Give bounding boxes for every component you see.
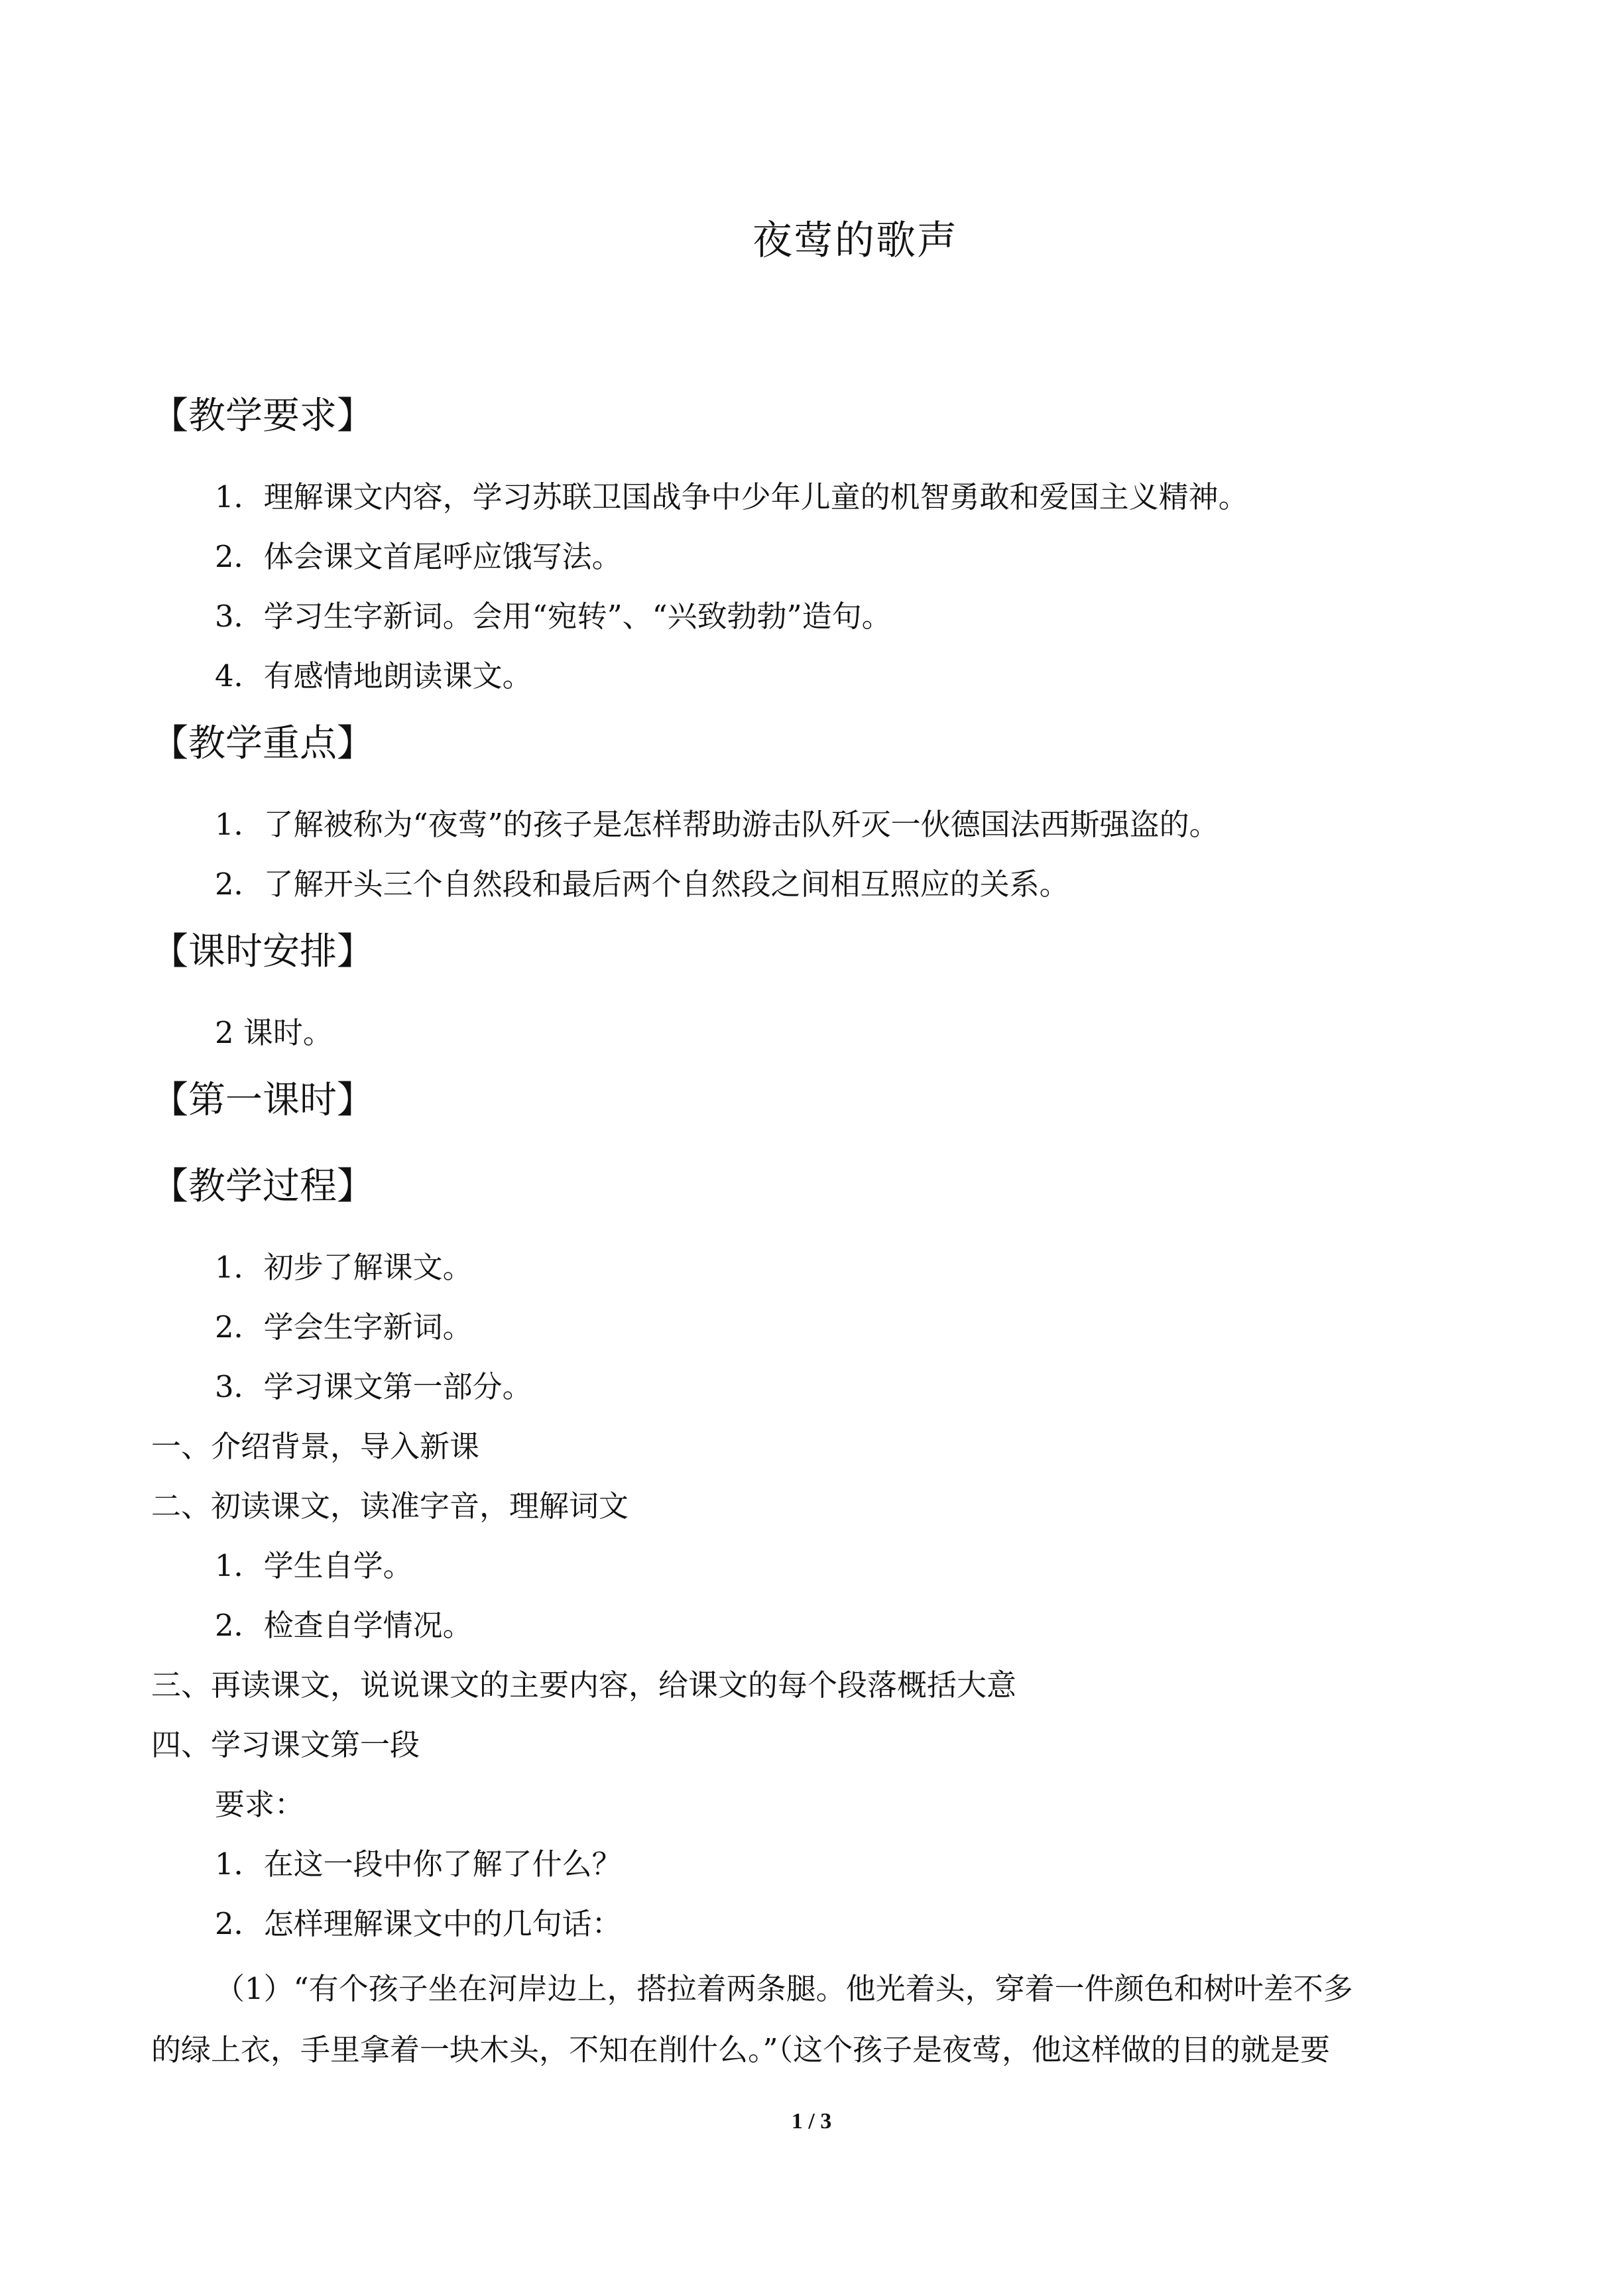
requirement-item: 3．学习生字新词。会用“宛转”、“兴致勃勃”造句。 — [215, 599, 892, 634]
quote-paragraph-line-1: （1）“有个孩子坐在河岸边上，搭拉着两条腿。他光着头，穿着一件颜色和树叶差不多 — [215, 1971, 1353, 2006]
process-goal-item: 2．学会生字新词。 — [215, 1309, 473, 1345]
quote-paragraph-line-2: 的绿上衣，手里拿着一块木头，不知在削什么。”（这个孩子是夜莺，他这样做的目的就是要 — [151, 2032, 1331, 2067]
process-goal-item: 1．初步了解课文。 — [215, 1250, 473, 1285]
process-step-2-item: 1．学生自学。 — [215, 1548, 413, 1583]
process-step-2-item: 2．检查自学情况。 — [215, 1608, 473, 1643]
section-heading-first-lesson: 【第一课时】 — [151, 1079, 374, 1122]
page-number: 1 / 3 — [791, 2109, 832, 2134]
schedule-text: 2 课时。 — [215, 1015, 333, 1050]
document-title: 夜莺的歌声 — [752, 217, 958, 264]
process-step-4: 四、学习课文第一段 — [151, 1727, 420, 1762]
section-heading-key-points: 【教学重点】 — [151, 722, 374, 765]
requirement-item: 4．有感情地朗读课文。 — [215, 658, 532, 694]
section-heading-requirements: 【教学要求】 — [151, 394, 374, 438]
section-heading-process: 【教学过程】 — [151, 1165, 374, 1208]
key-point-item: 2．了解开头三个自然段和最后两个自然段之间相互照应的关系。 — [215, 867, 1069, 902]
process-step-4-item: 1．在这一段中你了解了什么？ — [215, 1846, 622, 1882]
requirement-item: 2．体会课文首尾呼应饿写法。 — [215, 539, 622, 574]
process-step-3: 三、再读课文，说说课文的主要内容，给课文的每个段落概括大意 — [151, 1667, 1017, 1703]
process-step-4-item: 2．怎样理解课文中的几句话： — [215, 1906, 622, 1941]
process-step-1: 一、介绍背景，导入新课 — [151, 1429, 480, 1464]
requirement-item: 1．理解课文内容，学习苏联卫国战争中少年儿童的机智勇敢和爱国主义精神。 — [215, 479, 1248, 514]
section-heading-schedule: 【课时安排】 — [151, 930, 374, 973]
process-step-2: 二、初读课文，读准字音，理解词文 — [151, 1488, 629, 1524]
key-point-item: 1．了解被称为“夜莺”的孩子是怎样帮助游击队歼灭一伙德国法西斯强盗的。 — [215, 807, 1219, 842]
process-goal-item: 3．学习课文第一部分。 — [215, 1369, 532, 1404]
process-step-4-requirement-label: 要求： — [215, 1787, 305, 1822]
